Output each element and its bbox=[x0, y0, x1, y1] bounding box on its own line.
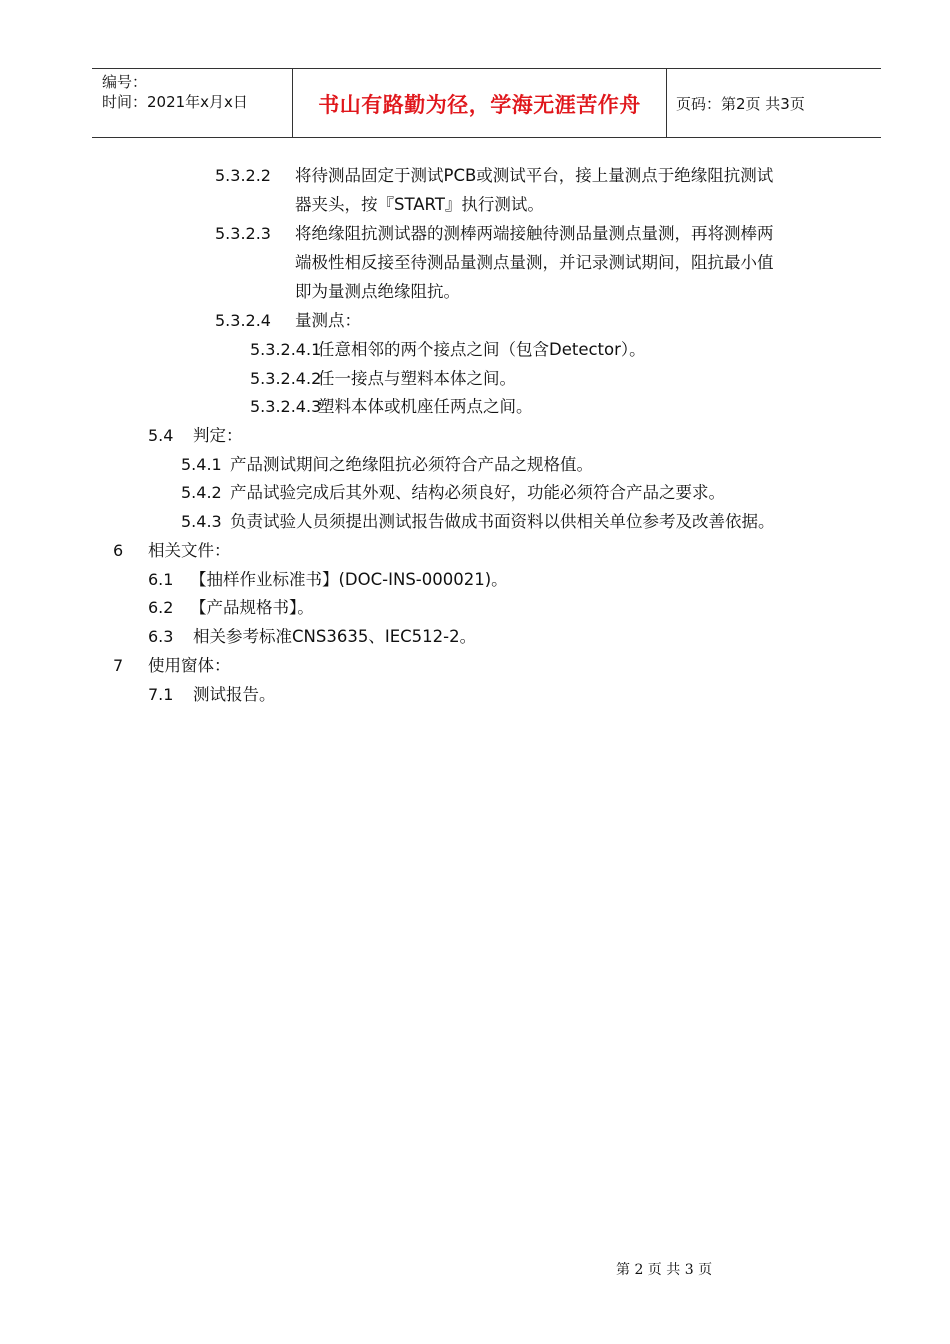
item-text: 将待测品固定于测试PCB或测试平台，接上量测点于绝缘阻抗测试 bbox=[295, 166, 774, 185]
page-footer: 第 2 页 共 3 页 bbox=[616, 1262, 713, 1278]
header-info-cell bbox=[92, 69, 292, 137]
item-number: 5.4.1 bbox=[181, 455, 222, 474]
document-header bbox=[92, 68, 881, 138]
header-page-cell bbox=[666, 69, 881, 137]
item-text: 【抽样作业标准书】(DOC-INS-000021)。 bbox=[190, 570, 508, 589]
item-number: 7.1 bbox=[148, 685, 174, 704]
document-number-label: 编号： bbox=[102, 73, 148, 91]
item-text: 测试报告。 bbox=[193, 685, 276, 704]
item-text: 相关参考标准CNS3635、IEC512-2。 bbox=[193, 627, 477, 646]
item-number: 5.4 bbox=[148, 426, 174, 445]
item-text: 任一接点与塑料本体之间。 bbox=[318, 369, 516, 388]
item-number: 5.3.2.4 bbox=[215, 311, 271, 330]
item-number: 6.3 bbox=[148, 627, 174, 646]
item-number: 5.3.2.4.2 bbox=[250, 369, 322, 388]
item-text: 即为量测点绝缘阻抗。 bbox=[295, 282, 460, 301]
item-number: 5.3.2.2 bbox=[215, 166, 271, 185]
item-number: 5.4.3 bbox=[181, 512, 222, 531]
item-text: 产品试验完成后其外观、结构必须良好，功能必须符合产品之要求。 bbox=[230, 483, 725, 502]
item-text: 负责试验人员须提出测试报告做成书面资料以供相关单位参考及改善依据。 bbox=[230, 512, 775, 531]
item-number: 7 bbox=[113, 656, 124, 675]
document-time: 时间：2021年x月x日 bbox=[102, 93, 248, 111]
item-text: 【产品规格书】。 bbox=[190, 598, 314, 617]
header-motto-cell bbox=[292, 69, 667, 137]
item-number: 6.1 bbox=[148, 570, 174, 589]
item-number: 5.3.2.4.3 bbox=[250, 397, 322, 416]
item-number: 6.2 bbox=[148, 598, 174, 617]
item-text: 将绝缘阻抗测试器的测棒两端接触待测品量测点量测，再将测棒两 bbox=[295, 224, 774, 243]
item-text: 产品测试期间之绝缘阻抗必须符合产品之规格值。 bbox=[230, 455, 593, 474]
header-motto: 书山有路勤为径，学海无涯苦作舟 bbox=[318, 93, 641, 117]
item-text: 任意相邻的两个接点之间（包含Detector）。 bbox=[318, 340, 646, 359]
item-text: 器夹头，按『START』执行测试。 bbox=[295, 195, 544, 214]
item-text: 使用窗体： bbox=[148, 656, 231, 675]
item-text: 量测点： bbox=[295, 311, 361, 330]
item-number: 5.4.2 bbox=[181, 483, 222, 502]
item-number: 5.3.2.3 bbox=[215, 224, 271, 243]
item-text: 相关文件： bbox=[148, 541, 231, 560]
item-number: 5.3.2.4.1 bbox=[250, 340, 322, 359]
item-text: 端极性相反接至待测品量测点量测，并记录测试期间，阻抗最小值 bbox=[295, 253, 774, 272]
item-text: 判定： bbox=[193, 426, 243, 445]
item-number: 6 bbox=[113, 541, 124, 560]
header-page-code: 页码：第2页 共3页 bbox=[676, 95, 805, 113]
item-text: 塑料本体或机座任两点之间。 bbox=[318, 397, 533, 416]
